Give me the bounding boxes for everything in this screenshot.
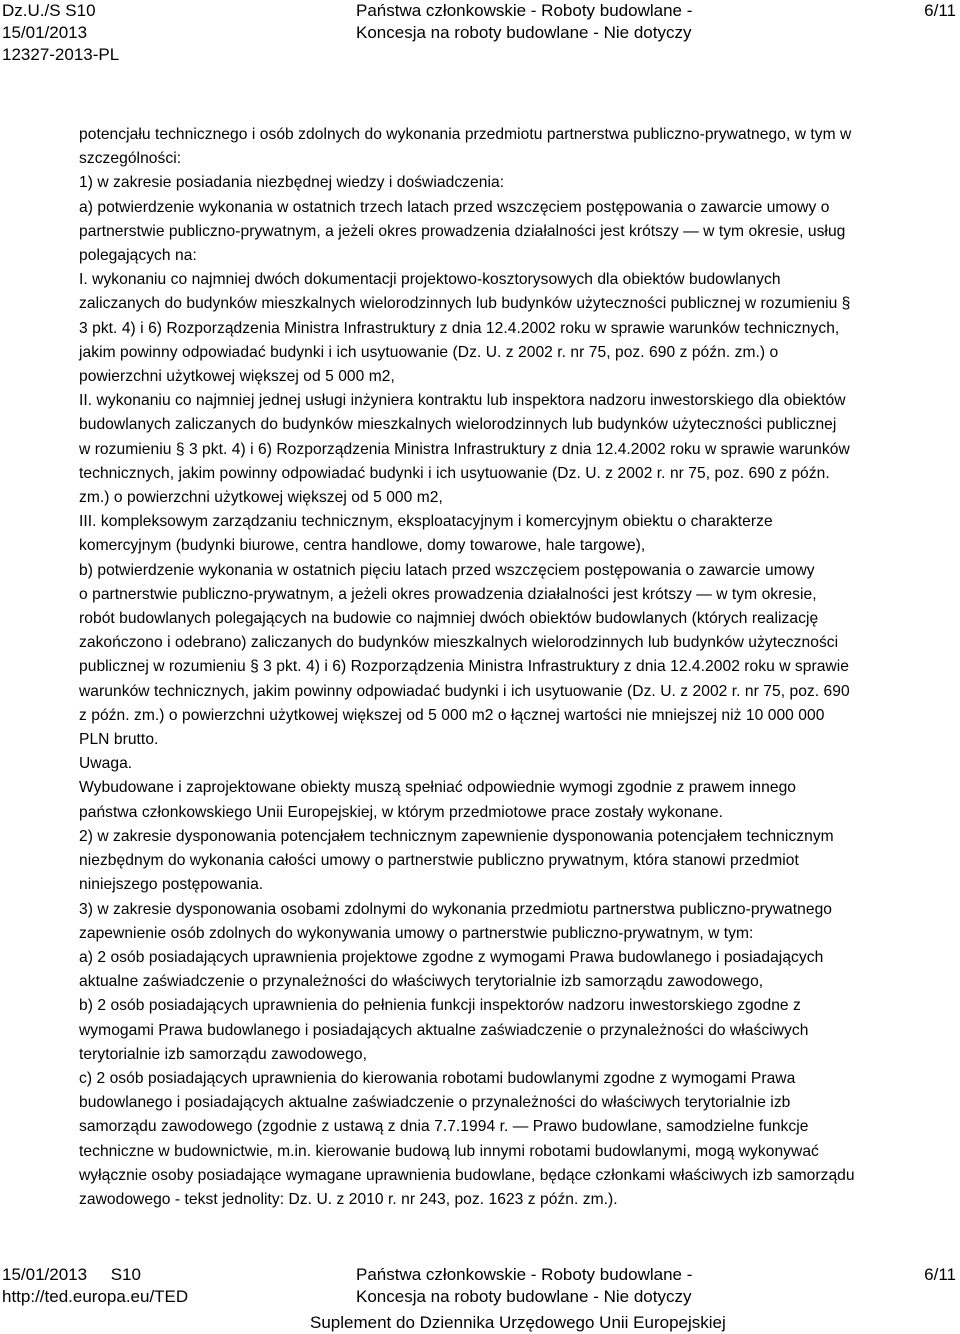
header-category-line1: Państwa członkowskie - Roboty budowlane - [356, 1, 693, 20]
body-line: państwa członkowskiego Unii Europejskiej, w którym przedmiotowe prace zostały wykonane. [79, 803, 723, 821]
footer-journal-title: Suplement do Dziennika Urzędowego Unii Europejskiej [310, 1313, 726, 1332]
body-line: zakończono i odebrano) zaliczanych do budynków mieszkalnych wielorodzinnych lub budynków użyteczności [79, 634, 839, 652]
body-line: Wybudowane i zaprojektowane obiekty muszą spełniać odpowiednie wymogi zgodnie z prawem innego [79, 779, 797, 797]
body-line: a) 2 osób posiadających uprawnienia projektowe zgodne z wymogami Prawa budowlanego i posiadających [79, 948, 824, 966]
ted-link[interactable]: http://ted.europa.eu/TED [2, 1287, 189, 1306]
footer-date-section: 15/01/2013 S10 [2, 1265, 141, 1284]
header-category-line2: Koncesja na roboty budowlane - Nie dotyczy [356, 23, 692, 42]
body-line: zapewnienie osób zdolnych do wykonywania umowy o partnerstwie publiczno-prywatnym, w tym: [79, 924, 754, 942]
body-line: wyłącznie osoby posiadające wymagane uprawnienia budowlane, będące członkami właściwych izb samorządu [79, 1166, 855, 1184]
body-line: 2) w zakresie dysponowania potencjałem technicznym zapewnienie dysponowania potencjałem technicznym [79, 827, 834, 845]
header-page-number: 6/11 [924, 1, 956, 20]
body-line: niezbędnym do wykonania całości umowy o partnerstwie publiczno prywatnym, która stanowi przedmiot [79, 852, 799, 870]
body-line: wymogami Prawa budowlanego i posiadających aktualne zaświadczenie o przynależności do właściwych [79, 1021, 809, 1039]
body-line: niniejszego postępowania. [79, 876, 264, 894]
body-line: 3 pkt. 4) i 6) Rozporządzenia Ministra Infrastruktury z dnia 12.4.2002 roku w sprawie warunków technicznych, [79, 319, 840, 337]
body-line: techniczne w budownictwie, m.in. kierowanie budową lub innymi robotami budowlanymi, mogą wykonywać [79, 1142, 819, 1160]
body-line: b) potwierdzenie wykonania w ostatnich pięciu latach przed wszczęciem postępowania o zawarcie umowy [79, 561, 815, 579]
body-line: III. kompleksowym zarządzaniu technicznym, eksploatacyjnym i komercyjnym obiektu o charakterze [79, 513, 773, 531]
body-line: w rozumieniu § 3 pkt. 4) i 6) Rozporządzenia Ministra Infrastruktury z dnia 12.4.2002 roku w sprawie warunków [79, 440, 850, 458]
body-line: aktualne zaświadczenie o przynależności do właściwych terytorialnie izb samorządu zawodowego, [79, 973, 764, 991]
body-line: o partnerstwie publiczno-prywatnym, a jeżeli okres prowadzenia działalności jest krótszy — w tym okresie, [79, 585, 817, 603]
footer-page-number: 6/11 [924, 1265, 956, 1284]
header-left [2, 0, 119, 66]
body-line: zm.) o powierzchni użytkowej większej od 5 000 m2, [79, 489, 443, 507]
body-line: terytorialnie izb samorządu zawodowego, [79, 1045, 367, 1063]
body-line: technicznych, jakim powinny odpowiadać budynki i ich usytuowanie (Dz. U. z 2002 r. nr 75, poz. 690 z późn. [79, 464, 830, 482]
body-line: powierzchni użytkowej większej od 5 000 m2, [79, 368, 395, 386]
body-line: zaliczanych do budynków mieszkalnych wielorodzinnych lub budynków użyteczności publicznej w rozumieniu § [79, 295, 851, 313]
body-line: partnerstwie publiczno-prywatnym, a jeżeli okres prowadzenia działalności jest krótszy — w tym okresie, usług [79, 222, 846, 240]
header-center [356, 0, 756, 44]
body-line: samorządu zawodowego (zgodnie z ustawą z dnia 7.7.1994 r. — Prawo budowlane, samodzielne funkcje [79, 1118, 809, 1136]
footer-category-line2: Koncesja na roboty budowlane - Nie dotyczy [356, 1287, 692, 1306]
body-line: budowlanych zaliczanych do budynków mieszkalnych wielorodzinnych lub budynków użyteczności publicznej [79, 416, 837, 434]
body-line: jakim powinny odpowiadać budynki i ich usytuowanie (Dz. U. z 2002 r. nr 75, poz. 690 z późn. zm.) o [79, 343, 779, 361]
body-line: II. wykonaniu co najmniej jednej usługi inżyniera kontraktu lub inspektora nadzoru inwestorskiego dla obiektów [79, 392, 846, 410]
body-line: potencjału technicznego i osób zdolnych do wykonania przedmiotu partnerstwa publiczno-prywatnego, w tym w [79, 126, 852, 143]
body-line: 3) w zakresie dysponowania osobami zdolnymi do wykonania przedmiotu partnerstwa publiczno-prywatnego [79, 900, 833, 918]
body-line: robót budowlanych polegających na budowie co najmniej dwóch obiektów budowlanych (których realizację [79, 610, 819, 628]
footer-left [2, 1264, 188, 1308]
body-line: zawodowego - tekst jednolity: Dz. U. z 2010 r. nr 243, poz. 1623 z późn. zm.). [79, 1190, 618, 1208]
footer-category-line1: Państwa członkowskie - Roboty budowlane - [356, 1265, 693, 1284]
body-line: z późn. zm.) o powierzchni użytkowej większej od 5 000 m2 o łącznej wartości nie mniejszej niż 10 000 000 [79, 706, 825, 724]
body-line: warunków technicznych, jakim powinny odpowiadać budynki i ich usytuowanie (Dz. U. z 2002 r. nr 75, poz. 690 [79, 682, 850, 700]
publication-date: 15/01/2013 [2, 23, 88, 42]
footer-center [356, 1264, 756, 1308]
body-line: polegających na: [79, 247, 197, 265]
body-line: publicznej w rozumieniu § 3 pkt. 4) i 6) Rozporządzenia Ministra Infrastruktury z dnia 12.4.2002 roku w sprawie [79, 658, 850, 676]
body-line: komercyjnym (budynki biurowe, centra handlowe, domy towarowe, hale targowe), [79, 537, 646, 555]
body-line: 1) w zakresie posiadania niezbędnej wiedzy i doświadczenia: [79, 174, 505, 192]
body-line: c) 2 osób posiadających uprawnienia do kierowania robotami budowlanymi zgodne z wymogami Prawa [79, 1069, 796, 1087]
body-line: Uwaga. [79, 755, 133, 773]
body-line: I. wykonaniu co najmniej dwóch dokumentacji projektowo-kosztorysowych dla obiektów budowlanych [79, 271, 781, 289]
body-line: budowlanego i posiadających aktualne zaświadczenie o przynależności do właściwych terytorialnie izb [79, 1094, 791, 1112]
notice-number: 12327-2013-PL [2, 45, 120, 64]
body-line: b) 2 osób posiadających uprawnienia do pełnienia funkcji inspektorów nadzoru inwestorskiego zgodne z [79, 997, 801, 1015]
journal-ref: Dz.U./S S10 [2, 1, 96, 20]
body-line: szczególności: [79, 150, 182, 168]
body-line: a) potwierdzenie wykonania w ostatnich trzech latach przed wszczęciem postępowania o zawarcie umowy o [79, 198, 830, 216]
body-line: PLN brutto. [79, 731, 159, 749]
document-body [79, 123, 947, 1212]
